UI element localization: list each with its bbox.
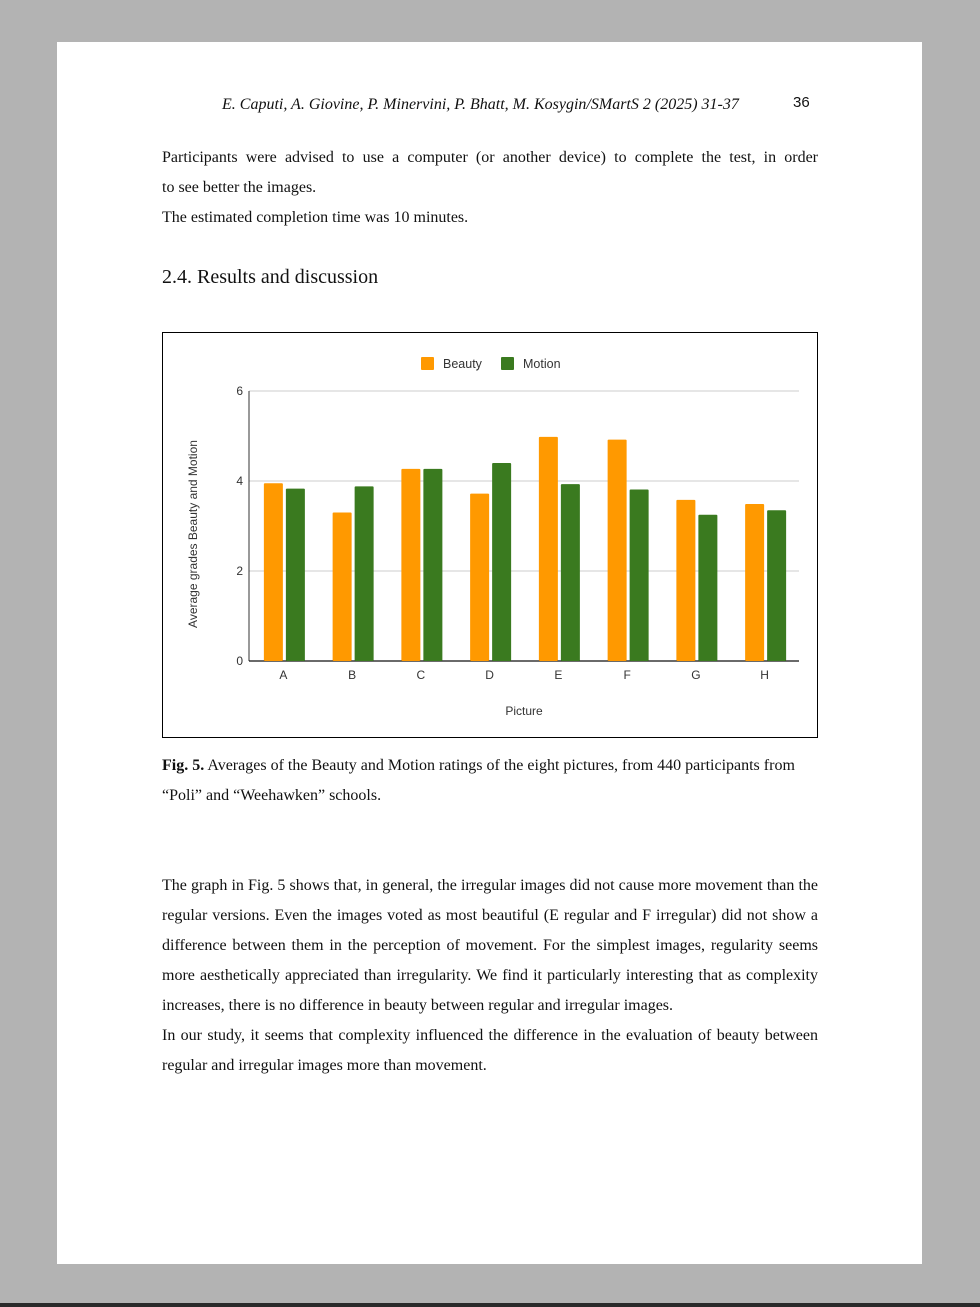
bar-motion-C [423, 469, 442, 661]
y-tick-label: 2 [236, 564, 243, 578]
y-tick-label: 4 [236, 474, 243, 488]
figure-chart [162, 332, 818, 738]
legend-swatch-motion [501, 357, 514, 370]
bar-beauty-F [608, 440, 627, 661]
bar-motion-B [355, 486, 374, 661]
x-tick-label: D [485, 668, 494, 682]
y-axis-label: Average grades Beauty and Motion [186, 440, 200, 628]
x-tick-label: H [760, 668, 769, 682]
x-tick-label: A [279, 668, 288, 682]
bar-beauty-E [539, 437, 558, 661]
legend-label-beauty: Beauty [443, 357, 482, 371]
bar-chart [163, 333, 819, 739]
bar-motion-G [698, 515, 717, 661]
x-tick-label: C [416, 668, 426, 682]
legend-swatch-beauty [421, 357, 434, 370]
bar-beauty-D [470, 494, 489, 661]
x-tick-label: B [348, 668, 357, 682]
x-tick-label: G [691, 668, 701, 682]
bar-beauty-C [401, 469, 420, 661]
bar-motion-H [767, 510, 786, 661]
intro-line-3: The estimated completion time was 10 minutes. [162, 209, 469, 226]
legend-label-motion: Motion [523, 357, 561, 371]
discussion-p2: In our study, it seems that complexity influenced the difference in the evaluation of beauty between regular and irregular images more than movement. [162, 1027, 818, 1074]
x-tick-label: F [623, 668, 631, 682]
bar-beauty-G [676, 500, 695, 661]
caption-text: Averages of the Beauty and Motion ratings of the eight pictures, from 440 participants from “Poli” and “Weehawken” schools. [162, 757, 795, 804]
bar-motion-E [561, 484, 580, 661]
bar-beauty-H [745, 504, 764, 661]
x-tick-label: E [554, 668, 563, 682]
y-tick-label: 0 [236, 654, 243, 668]
bar-motion-F [630, 490, 649, 661]
page-number: 36 [793, 94, 810, 111]
bar-beauty-A [264, 483, 283, 661]
caption-label: Fig. 5. [162, 757, 205, 774]
running-head: E. Caputi, A. Giovine, P. Minervini, P. Bhatt, M. Kosygin/SMartS 2 (2025) 31-37 [222, 96, 739, 113]
x-axis-label: Picture [505, 704, 543, 718]
intro-line-2: to see better the images. [162, 179, 317, 196]
discussion-paragraph [162, 871, 818, 1081]
bar-motion-A [286, 489, 305, 661]
intro-line-1: Participants were advised to use a computer (or another device) to complete the test, in order [162, 149, 818, 166]
bar-motion-D [492, 463, 511, 661]
intro-paragraph [162, 143, 818, 233]
figure-caption [162, 751, 818, 811]
bottom-rule [0, 1303, 980, 1307]
section-heading: 2.4. Results and discussion [162, 266, 379, 288]
discussion-p1: The graph in Fig. 5 shows that, in general, the irregular images did not cause more movement than the regular versions. Even the images voted as most beautiful (E regular and F irregular) did not show a difference between them in the perception of movement. For the simplest images, regularity seems more aesthetically appreciated than irregularity. We find it particularly interesting that as complexity increases, there is no difference in beauty between regular and irregular images. [162, 877, 818, 1014]
y-tick-label: 6 [236, 384, 243, 398]
bar-beauty-B [333, 513, 352, 662]
